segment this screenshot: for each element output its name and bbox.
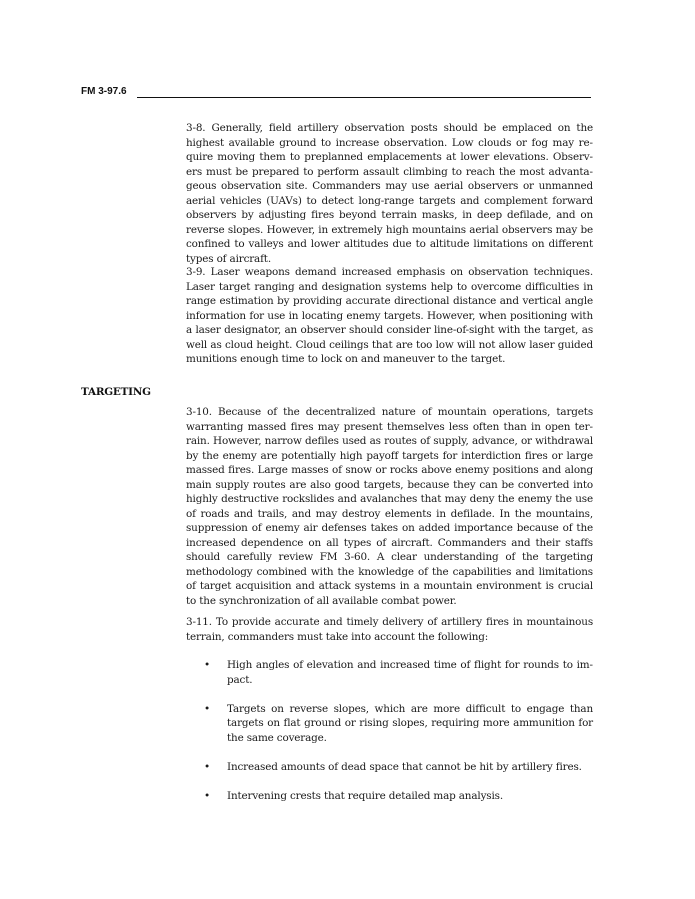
paragraph-3-11-block <box>186 615 593 644</box>
list-item-text: Intervening crests that require detailed map analysis. <box>227 789 503 802</box>
list-item-text: Targets on reverse slopes, which are more difficult to engage than targets on flat ground or rising slopes, requiring more ammunition for the same coverage. <box>227 702 593 744</box>
bullet-icon: • <box>204 789 210 802</box>
list-item-text: High angles of elevation and increased time of flight for rounds to impact. <box>227 659 593 686</box>
paragraph-3-10-block <box>186 405 593 608</box>
bullet-icon: • <box>204 659 210 671</box>
header-rule <box>137 97 591 98</box>
bullet-icon: • <box>204 760 210 773</box>
section-heading-targeting: TARGETING <box>81 386 151 398</box>
page-header <box>81 86 591 98</box>
manual-number: FM 3-97.6 <box>81 86 127 97</box>
paragraph-3-11: 3-11. To provide accurate and timely delivery of artillery fires in mountainous terrain, commanders must take into account the following: <box>186 616 593 643</box>
considerations-list <box>186 658 593 818</box>
paragraph-3-8: 3-8. Generally, field artillery observation posts should be emplaced on the highest available ground to increase observation. Low clouds or fog may require moving them to preplanned emplacements at lower elevations. Observers must be prepared to perform assault climbing to reach the most advantageous observation site. Commanders may use aerial observers or unmanned aerial vehicles (UAVs) to detect long-range targets and complement forward observers by adjusting fires beyond terrain masks, in deep defilade, and on reverse slopes. However, in extremely high mountains aerial observers may be confined to valleys and lower altitudes due to altitude limitations on different types of aircraft. <box>186 122 593 265</box>
list-item <box>186 760 593 775</box>
paragraph-3-8-block <box>186 121 593 266</box>
list-item-text: Increased amounts of dead space that cannot be hit by artillery fires. <box>227 760 582 773</box>
paragraph-3-10: 3-10. Because of the decentralized nature of mountain operations, targets warranting massed fires may present themselves less often than in open terrain. However, narrow defiles used as routes of supply, advance, or withdrawal by the enemy are potentially high payoff targets for interdiction fires or large massed fires. Large masses of snow or rocks above enemy positions and along main supply routes are also good targets, because they can be converted into highly destructive rockslides and avalanches that may deny the enemy the use of roads and trails, and may destroy elements in defilade. In the mountains, suppression of enemy air defenses takes on added importance because of the increased dependence on all types of aircraft. Commanders and their staffs should carefully review FM 3-60. A clear understanding of the targeting methodology combined with the knowledge of the capabilities and limitations of target acquisition and attack systems in a mountain environment is crucial to the synchronization of all available combat power. <box>186 406 593 607</box>
paragraph-3-9: 3-9. Laser weapons demand increased emphasis on observation techniques. Laser target ranging and designation systems help to overcome difficulties in range estimation by providing accurate directional distance and vertical angle information for use in locating enemy targets. However, when positioning with a laser designator, an observer should consider line-of-sight with the target, as well as cloud height. Cloud ceilings that are too low will not allow laser guided munitions enough time to lock on and maneuver to the target. <box>186 266 593 365</box>
paragraph-3-9-block <box>186 265 593 367</box>
bullet-icon: • <box>204 702 210 715</box>
list-item <box>186 702 593 746</box>
list-item <box>186 789 593 804</box>
list-item <box>186 658 593 687</box>
